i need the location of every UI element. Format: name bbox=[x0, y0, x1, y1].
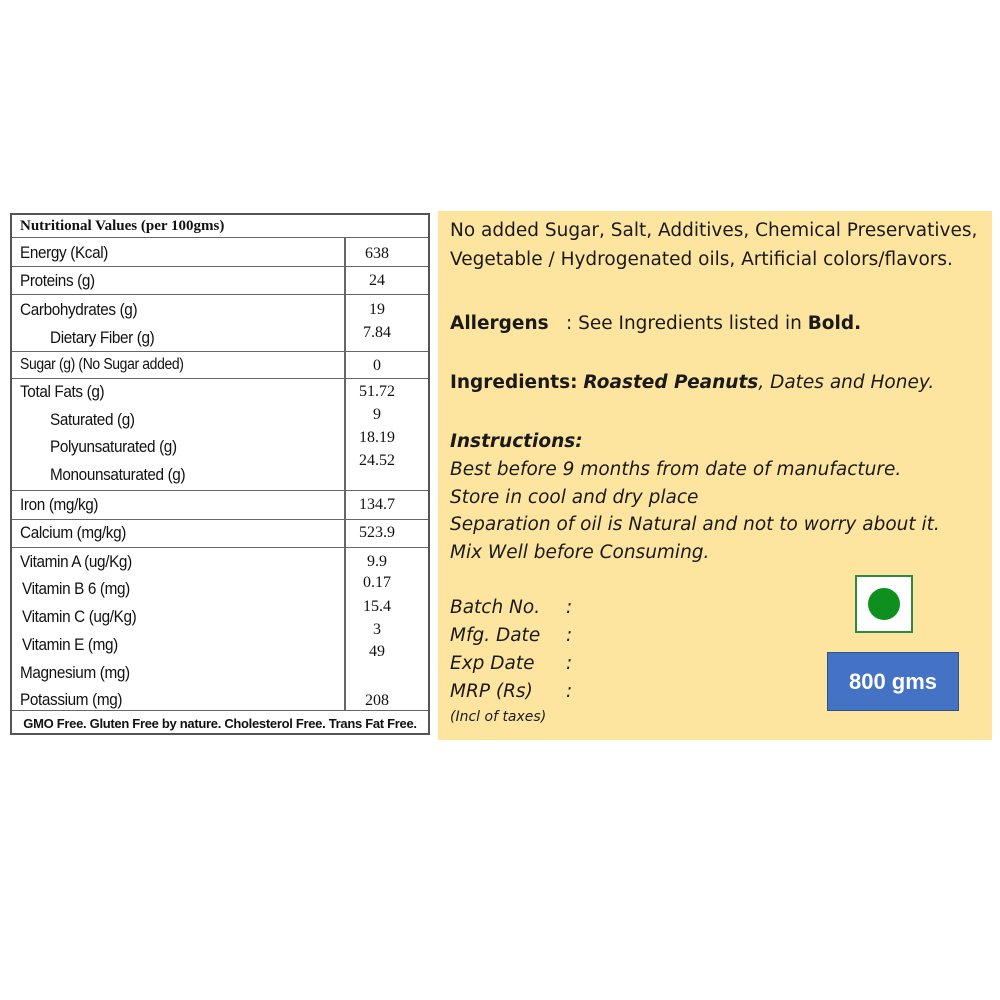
mrp-sep: : bbox=[566, 681, 573, 702]
allergens-text bbox=[566, 313, 861, 334]
row-label: Total Fats (g) bbox=[20, 382, 105, 401]
row-value: 18.19 bbox=[359, 429, 395, 446]
ingredients-label: Ingredients: bbox=[450, 372, 578, 393]
no-added-line-1: No added Sugar, Salt, Additives, Chemical Preservatives, bbox=[450, 220, 978, 241]
instruction-item: Best before 9 months from date of manufacture. bbox=[450, 459, 902, 480]
row-label: Monounsaturated (g) bbox=[50, 465, 186, 484]
instruction-item: Store in cool and dry place bbox=[450, 487, 699, 508]
row-value: 638 bbox=[365, 245, 389, 262]
row-value: 19 bbox=[369, 301, 385, 318]
weight-badge: 800 gms bbox=[827, 652, 959, 711]
instructions-label: Instructions: bbox=[450, 431, 583, 452]
row-label: Calcium (mg/kg) bbox=[20, 523, 126, 542]
row-label: Dietary Fiber (g) bbox=[50, 328, 155, 347]
instruction-item: Separation of oil is Natural and not to worry about it. bbox=[450, 514, 940, 535]
row-value: 24.52 bbox=[359, 452, 395, 469]
row-value: 0 bbox=[373, 357, 381, 374]
nutrition-table bbox=[10, 213, 430, 735]
allergens-label: Allergens bbox=[450, 313, 549, 334]
row-value: 9 bbox=[373, 406, 381, 423]
row-value: 7.84 bbox=[363, 324, 391, 341]
batch-label: Batch No. bbox=[450, 597, 541, 618]
row-label: Vitamin A (ug/Kg) bbox=[20, 552, 132, 571]
veg-dot bbox=[868, 588, 900, 620]
row-value: 51.72 bbox=[359, 383, 395, 400]
row-label: Vitamin E (mg) bbox=[22, 635, 118, 654]
batch-sep: : bbox=[566, 597, 573, 618]
row-label: Carbohydrates (g) bbox=[20, 300, 138, 319]
row-label: Vitamin B 6 (mg) bbox=[22, 579, 130, 598]
row-label: Polyunsaturated (g) bbox=[50, 437, 177, 456]
row-label: Magnesium (mg) bbox=[20, 663, 130, 682]
row-value: 134.7 bbox=[359, 496, 395, 513]
mfg-date-sep: : bbox=[566, 625, 573, 646]
exp-date-label: Exp Date bbox=[450, 653, 535, 674]
allergens-bold: Bold. bbox=[807, 313, 862, 334]
row-value: 49 bbox=[369, 643, 385, 660]
row-label: Proteins (g) bbox=[20, 271, 95, 290]
ingredients-rest: , Dates and Honey. bbox=[758, 372, 935, 393]
row-label: Potassium (mg) bbox=[20, 690, 123, 709]
row-label: Energy (Kcal) bbox=[20, 243, 109, 262]
row-value: 208 bbox=[365, 692, 389, 709]
product-info-panel bbox=[438, 211, 992, 740]
row-label: Vitamin C (ug/Kg) bbox=[22, 607, 137, 626]
row-label: Sugar (g) (No Sugar added) bbox=[20, 356, 184, 373]
nutrition-header-row bbox=[12, 215, 428, 238]
row-value: 523.9 bbox=[359, 524, 395, 541]
row-value: 24 bbox=[369, 272, 385, 289]
mrp-label: MRP (Rs) bbox=[450, 681, 533, 702]
row-value: 9.9 bbox=[367, 553, 387, 570]
exp-date-sep: : bbox=[566, 653, 573, 674]
taxes-note: (Incl of taxes) bbox=[450, 709, 547, 725]
nutrition-title: Nutritional Values (per 100gms) bbox=[20, 218, 225, 234]
row-value: 15.4 bbox=[363, 598, 391, 615]
row-value: 0.17 bbox=[363, 574, 391, 591]
nutrition-footer: GMO Free. Gluten Free by nature. Cholesterol Free. Trans Fat Free. bbox=[23, 716, 417, 731]
mfg-date-label: Mfg. Date bbox=[450, 625, 541, 646]
no-added-line-2: Vegetable / Hydrogenated oils, Artificial colors/flavors. bbox=[450, 249, 953, 270]
row-value: 3 bbox=[373, 621, 381, 638]
veg-mark-icon bbox=[855, 575, 913, 633]
instruction-item: Mix Well before Consuming. bbox=[450, 542, 710, 563]
row-label: Saturated (g) bbox=[50, 410, 135, 429]
row-label: Iron (mg/kg) bbox=[20, 495, 99, 514]
ingredients-line bbox=[450, 372, 934, 393]
ingredients-bold: Roasted Peanuts bbox=[583, 372, 759, 393]
allergens-note: : See Ingredients listed in bbox=[566, 313, 802, 334]
